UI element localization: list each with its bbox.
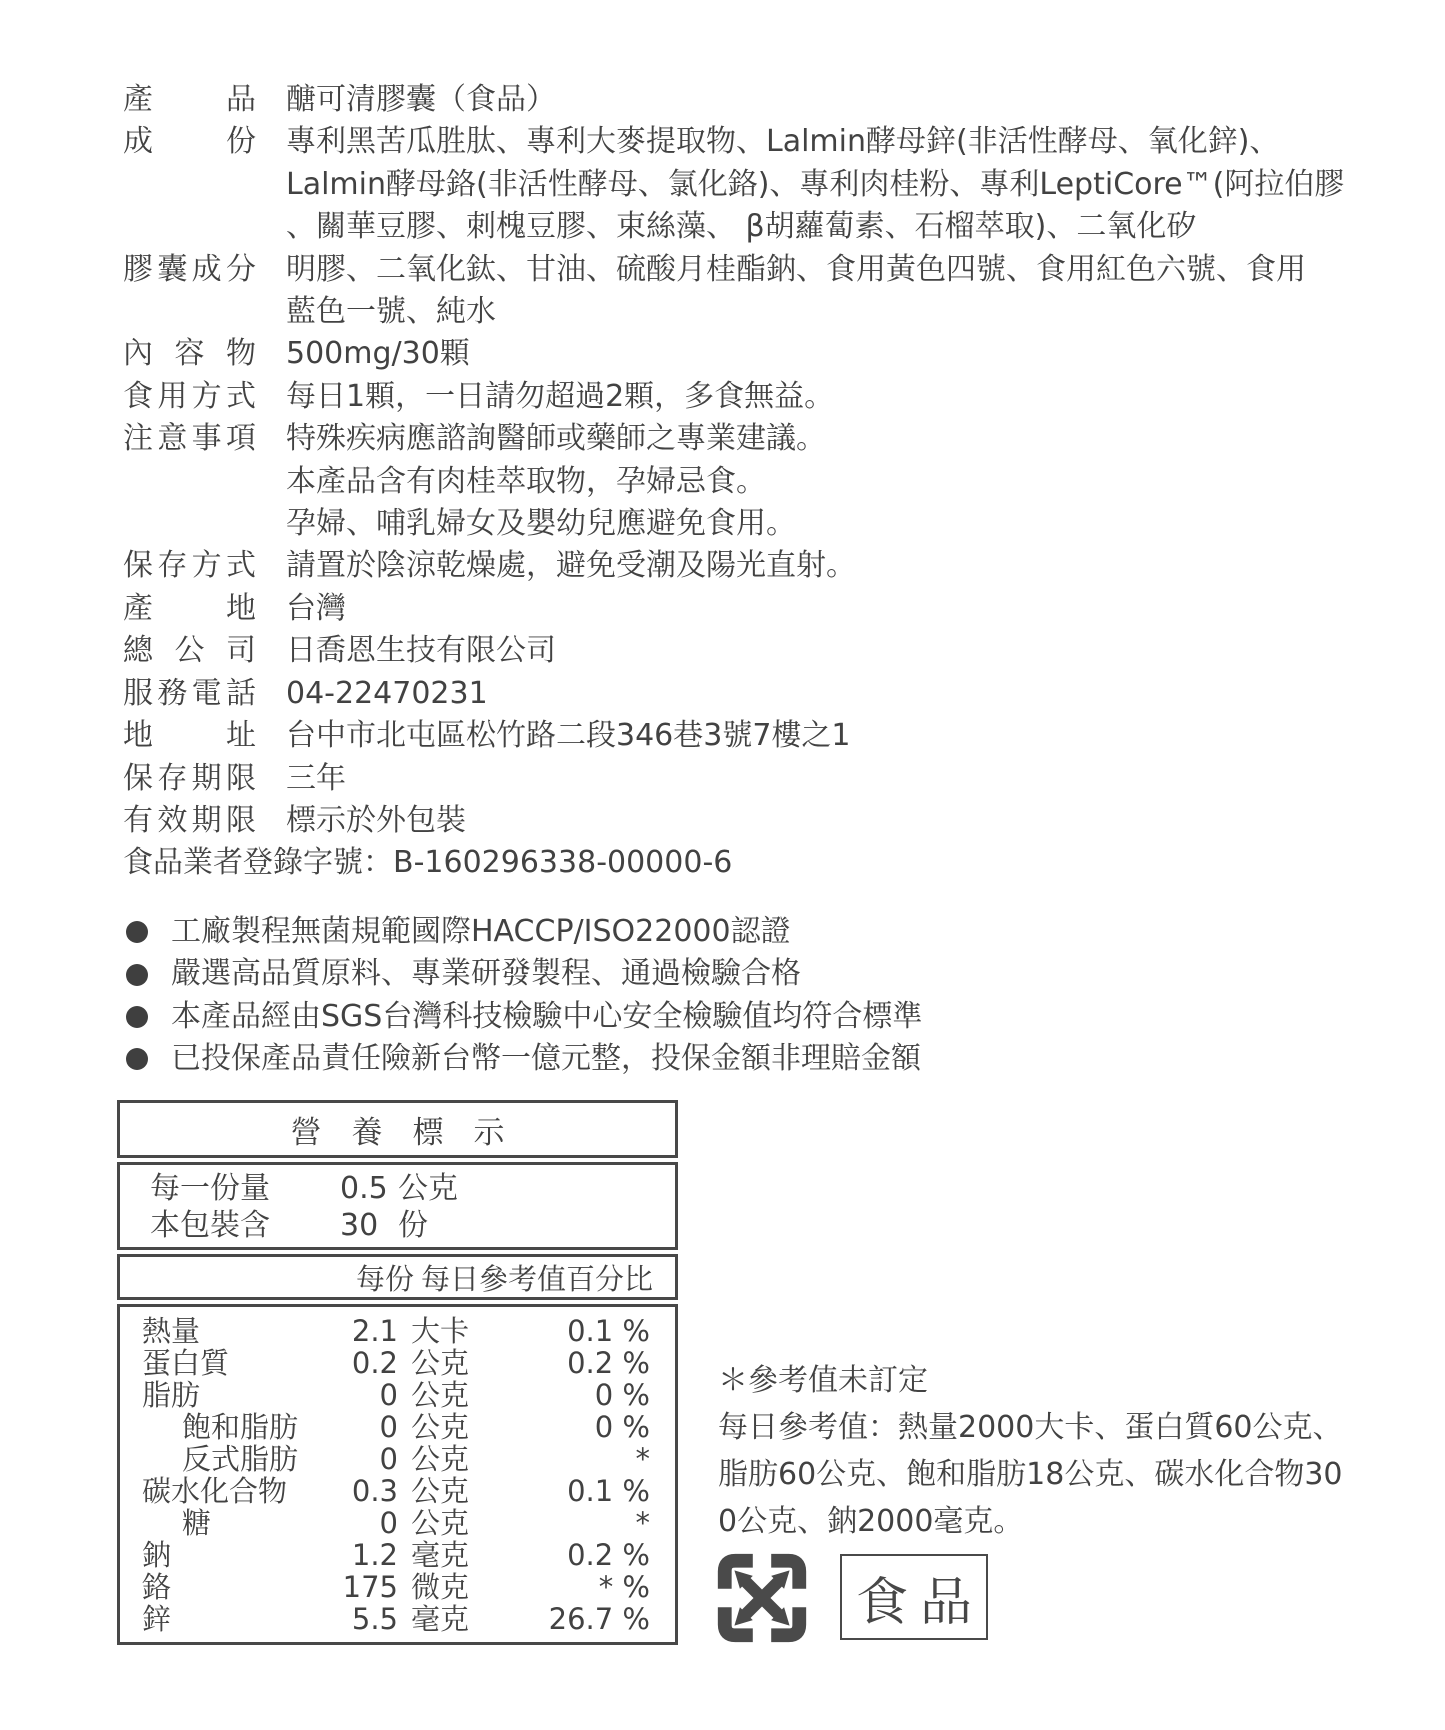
nutrition-table xyxy=(117,1100,678,1645)
nutrient-value: 0.3 xyxy=(351,1474,398,1508)
info-value: 專利黑苦瓜胜肽、專利大麥提取物、Lalmin酵母鋅(非活性酵母、氧化鋅)、 xyxy=(286,124,1280,160)
nutrient-value: 5.5 xyxy=(351,1602,398,1636)
daily-reference-note xyxy=(718,1357,1378,1545)
nutrient-value: 1.2 xyxy=(351,1538,398,1572)
info-label: 注意事項 xyxy=(123,421,256,457)
bullet-dot-icon xyxy=(126,1048,148,1070)
info-value: 500mg/30顆 xyxy=(286,336,470,372)
info-row-origin xyxy=(123,588,1413,630)
bullet-item xyxy=(126,996,922,1038)
nutrient-name: 脂肪 xyxy=(142,1378,201,1412)
info-row-usage xyxy=(123,376,1413,418)
info-value: 醣可清膠囊（食品） xyxy=(286,82,556,117)
info-label: 總公司 xyxy=(123,633,256,669)
serving-row xyxy=(150,1207,675,1244)
info-row-product xyxy=(123,79,1413,121)
nutrient-value: 0 xyxy=(379,1442,398,1476)
footnote-line: 脂肪60公克、飽和脂肪18公克、碳水化合物30 xyxy=(718,1457,1343,1492)
info-row-capsule-ingredients xyxy=(123,249,1413,334)
info-value: Lalmin酵母鉻(非活性酵母、氯化鉻)、專利肉桂粉、專利LeptiCore™(阿拉伯膠 xyxy=(286,166,1345,202)
nutrient-unit: 公克 xyxy=(411,1378,470,1412)
info-label: 地址 xyxy=(123,718,256,754)
serving-label: 每一份量 xyxy=(150,1171,270,1206)
info-row-company xyxy=(123,630,1413,672)
info-label: 保存方式 xyxy=(123,548,256,584)
nutrient-name: 糖 xyxy=(182,1506,212,1540)
footnote-line: 0公克、鈉2000毫克。 xyxy=(718,1504,1024,1539)
nutrient-unit: 公克 xyxy=(411,1410,470,1444)
bullet-dot-icon xyxy=(126,1006,148,1028)
nutrient-daily-pct: * % xyxy=(598,1570,650,1604)
nutrient-unit: 公克 xyxy=(411,1506,470,1540)
info-value: 台灣 xyxy=(286,590,346,626)
nutrient-daily-pct: 0.2 % xyxy=(567,1346,650,1380)
info-label: 產品 xyxy=(123,82,256,117)
info-row-shelf-life xyxy=(123,758,1413,800)
bullet-item xyxy=(126,1038,922,1080)
bullet-text: 嚴選高品質原料、專業研發製程、通過檢驗合格 xyxy=(171,956,801,992)
column-header-per-serving: 每份 xyxy=(356,1261,415,1296)
nutrient-name: 熱量 xyxy=(142,1314,201,1348)
info-value: 明膠、二氧化鈦、甘油、硫酸月桂酯鈉、食用黃色四號、食用紅色六號、食用 xyxy=(286,251,1306,287)
footnote-line: 每日參考值：熱量2000大卡、蛋白質60公克、 xyxy=(718,1410,1343,1445)
bullet-text: 已投保產品責任險新台幣一億元整，投保金額非理賠金額 xyxy=(171,1041,921,1077)
serving-unit: 份 xyxy=(398,1208,428,1243)
nutrient-daily-pct: 0.2 % xyxy=(567,1538,650,1572)
nutrient-unit: 毫克 xyxy=(411,1538,470,1572)
nutrition-row xyxy=(120,1411,675,1443)
info-row-ingredients xyxy=(123,121,1413,248)
nutrition-row xyxy=(120,1315,675,1347)
nutrient-value: 0 xyxy=(379,1378,398,1412)
nutrient-daily-pct: * xyxy=(635,1506,650,1540)
nutrition-row xyxy=(120,1475,675,1507)
nutrient-unit: 公克 xyxy=(411,1474,470,1508)
info-label: 有效期限 xyxy=(123,802,256,838)
info-label: 服務電話 xyxy=(123,675,256,711)
info-value: 、關華豆膠、刺槐豆膠、束絲藻、 β胡蘿蔔素、石榴萃取)、二氧化矽 xyxy=(286,209,1197,245)
nutrition-column-headers xyxy=(117,1254,678,1300)
nutrient-daily-pct: 0.1 % xyxy=(567,1474,650,1508)
bullet-item xyxy=(126,911,922,953)
bullet-text: 本產品經由SGS台灣科技檢驗中心安全檢驗值均符合標準 xyxy=(171,998,923,1034)
nutrition-row xyxy=(120,1603,675,1635)
nutrient-daily-pct: * xyxy=(635,1442,650,1476)
serving-label: 本包裝含 xyxy=(150,1208,270,1243)
nutrient-name: 鈉 xyxy=(142,1538,172,1572)
info-label: 成份 xyxy=(123,124,256,160)
nutrient-unit: 大卡 xyxy=(411,1314,470,1348)
nutrition-row xyxy=(120,1571,675,1603)
nutrient-name: 碳水化合物 xyxy=(142,1474,288,1508)
info-label: 內容物 xyxy=(123,336,256,372)
nutrient-name: 鋅 xyxy=(142,1602,172,1636)
nutrition-rows xyxy=(117,1304,678,1645)
nutrient-unit: 微克 xyxy=(411,1570,470,1604)
info-value: 台中市北屯區松竹路二段346巷3號7樓之1 xyxy=(286,718,851,754)
info-value: 每日1顆，一日請勿超過2顆，多食無益。 xyxy=(286,378,835,414)
info-row-storage xyxy=(123,545,1413,587)
nutrient-unit: 公克 xyxy=(411,1442,470,1476)
nutrient-name: 蛋白質 xyxy=(142,1346,230,1380)
info-value: 本產品含有肉桂萃取物，孕婦忌食。 xyxy=(286,463,766,499)
info-label: 產地 xyxy=(123,590,256,626)
info-label: 膠囊成分 xyxy=(123,251,256,287)
serving-value: 30 xyxy=(340,1208,379,1243)
info-row-phone xyxy=(123,673,1413,715)
info-label: 食用方式 xyxy=(123,378,256,414)
registration-number: 食品業者登錄字號：B-160296338-00000-6 xyxy=(123,845,733,881)
nutrient-value: 0.2 xyxy=(351,1346,398,1380)
nutrition-serving-section xyxy=(117,1162,678,1250)
nutrition-title: 營養標示 xyxy=(117,1100,678,1158)
nutrient-value: 2.1 xyxy=(351,1314,398,1348)
nutrient-daily-pct: 0 % xyxy=(594,1378,650,1412)
bullet-dot-icon xyxy=(126,921,148,943)
info-value: 三年 xyxy=(286,760,346,796)
serving-value: 0.5 xyxy=(340,1171,388,1206)
info-value: 04-22470231 xyxy=(286,675,488,711)
nutrient-value: 0 xyxy=(379,1506,398,1540)
info-value: 標示於外包裝 xyxy=(286,802,466,838)
info-row-expiry xyxy=(123,800,1413,842)
info-value: 請置於陰涼乾燥處，避免受潮及陽光直射。 xyxy=(286,548,856,584)
info-value: 孕婦、哺乳婦女及嬰幼兒應避免食用。 xyxy=(286,506,796,542)
bullet-text: 工廠製程無菌規範國際HACCP/ISO22000認證 xyxy=(171,914,791,949)
nutrient-value: 0 xyxy=(379,1410,398,1444)
bullet-dot-icon xyxy=(126,964,148,986)
nutrient-daily-pct: 26.7 % xyxy=(548,1602,650,1636)
nutrition-row xyxy=(120,1539,675,1571)
nutrient-daily-pct: 0.1 % xyxy=(567,1314,650,1348)
nutrition-row xyxy=(120,1507,675,1539)
nutrition-row xyxy=(120,1379,675,1411)
nutrient-name: 鉻 xyxy=(142,1570,172,1604)
nutrient-value: 175 xyxy=(342,1570,398,1604)
nutrient-daily-pct: 0 % xyxy=(594,1410,650,1444)
info-value: 特殊疾病應諮詢醫師或藥師之專業建議。 xyxy=(286,421,826,457)
serving-unit: 公克 xyxy=(398,1171,458,1206)
info-row-address xyxy=(123,715,1413,757)
nutrient-name: 反式脂肪 xyxy=(182,1442,299,1476)
info-row-contents xyxy=(123,333,1413,375)
nutrition-row xyxy=(120,1347,675,1379)
info-value: 日喬恩生技有限公司 xyxy=(286,633,556,669)
nutrition-row xyxy=(120,1443,675,1475)
nutrient-name: 飽和脂肪 xyxy=(182,1410,299,1444)
bullet-item xyxy=(126,953,922,995)
certification-bullets xyxy=(126,911,922,1081)
info-value: 藍色一號、純水 xyxy=(286,294,496,330)
recycling-icon xyxy=(716,1552,808,1644)
product-info-section xyxy=(123,79,1413,885)
nutrient-unit: 毫克 xyxy=(411,1602,470,1636)
food-category-mark xyxy=(840,1554,988,1640)
info-row-precautions xyxy=(123,418,1413,545)
footnote-asterisk-line: ＊參考值未訂定 xyxy=(718,1363,928,1398)
nutrient-unit: 公克 xyxy=(411,1346,470,1380)
serving-row xyxy=(150,1170,675,1207)
column-header-daily-pct: 每日參考值百分比 xyxy=(420,1261,653,1296)
food-category-label: 食品 xyxy=(855,1572,984,1633)
info-label: 保存期限 xyxy=(123,760,256,796)
